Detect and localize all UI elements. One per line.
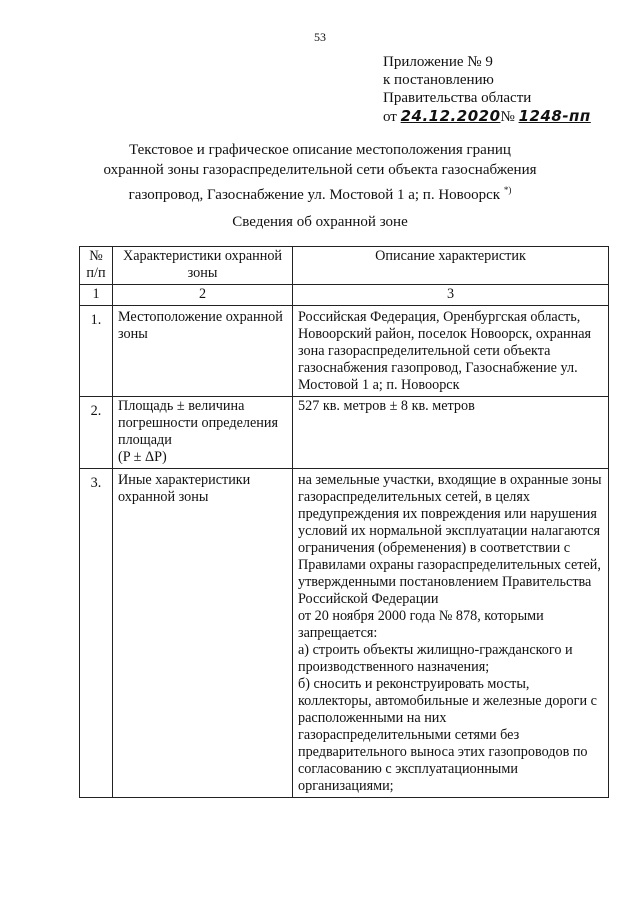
appendix-authority: Правительства области: [383, 90, 532, 106]
title-line-2: охранной зоны газораспределительной сети объекта газоснабжения: [103, 162, 537, 178]
handwritten-number: 1248-пп: [518, 107, 591, 125]
section-subtitle: Сведения об охранной зоне: [232, 214, 408, 230]
restrictions-intro-date: от 20 ноября 2000 года № 878, которыми запрещается:: [298, 608, 544, 641]
title-line-3: [70, 180, 570, 205]
table-row: [80, 397, 609, 469]
row-description: Российская Федерация, Оренбургская область, Новоорский район, поселок Новоорск, охранная зона газораспределительной сети объекта газоснабжения газопровод, Газоснабжение ул. Мостовой 1 а; п. Новоорск: [293, 306, 609, 397]
row-characteristic: [113, 397, 293, 469]
row-description: 527 кв. метров ± 8 кв. метров: [293, 397, 609, 469]
appendix-ref: к постановлению: [383, 72, 494, 88]
row-characteristic-text: Площадь ± величина погрешности определения площади: [118, 398, 278, 448]
header-description: Описание характеристик: [293, 247, 609, 285]
row-number: 1.: [80, 306, 113, 397]
restriction-item-b: б) сносить и реконструировать мосты, коллекторы, автомобильные и железные дороги с расположенными на них газораспределительными сетями без предварительного выноса этих газопроводов по согласованию с эксплуатационными организациями;: [298, 676, 597, 794]
page-number: 53: [314, 30, 326, 44]
col-number-3: 3: [293, 285, 609, 306]
title-line-3-text: газопровод, Газоснабжение ул. Мостовой 1 а; п. Новоорск: [128, 187, 501, 203]
table-row: [80, 306, 609, 397]
handwritten-date: 24.12.2020: [400, 107, 501, 125]
row-characteristic: Местоположение охранной зоны: [113, 306, 293, 397]
appendix-date-line: [383, 107, 591, 126]
appendix-title: Приложение № 9: [383, 54, 493, 70]
table-row: [80, 469, 609, 798]
header-number: № п/п: [80, 247, 113, 285]
row-number: 3.: [80, 469, 113, 798]
title-line-1: Текстовое и графическое описание местоположения границ: [129, 142, 511, 158]
row-number: 2.: [80, 397, 113, 469]
row-characteristic-formula: (P ± ΔP): [118, 449, 167, 465]
col-number-2: 2: [113, 285, 293, 306]
appendix-block: [383, 53, 591, 126]
col-number-1: 1: [80, 285, 113, 306]
number-mark: №: [500, 109, 515, 125]
row-characteristic: Иные характеристики охранной зоны: [113, 469, 293, 798]
table-column-numbers-row: [80, 285, 609, 306]
date-prefix: от: [383, 109, 397, 125]
restrictions-intro: на земельные участки, входящие в охранные зоны газораспределительных сетей, в целях предупреждения их повреждения или нарушения условий их нормальной эксплуатации налагаются ограничения (обременения) в соответствии с Правилами охраны газораспределительных сетей, утвержденными постановлением Правительства Российской Федерации: [298, 472, 602, 607]
document-title: [70, 140, 570, 205]
footnote-mark: *): [503, 185, 512, 195]
table-header-row: [80, 247, 609, 285]
row-description: [293, 469, 609, 798]
header-characteristic: Характеристики охранной зоны: [113, 247, 293, 285]
protection-zone-table: [79, 246, 609, 798]
restriction-item-a: а) строить объекты жилищно-гражданского и производственного назначения;: [298, 642, 573, 675]
